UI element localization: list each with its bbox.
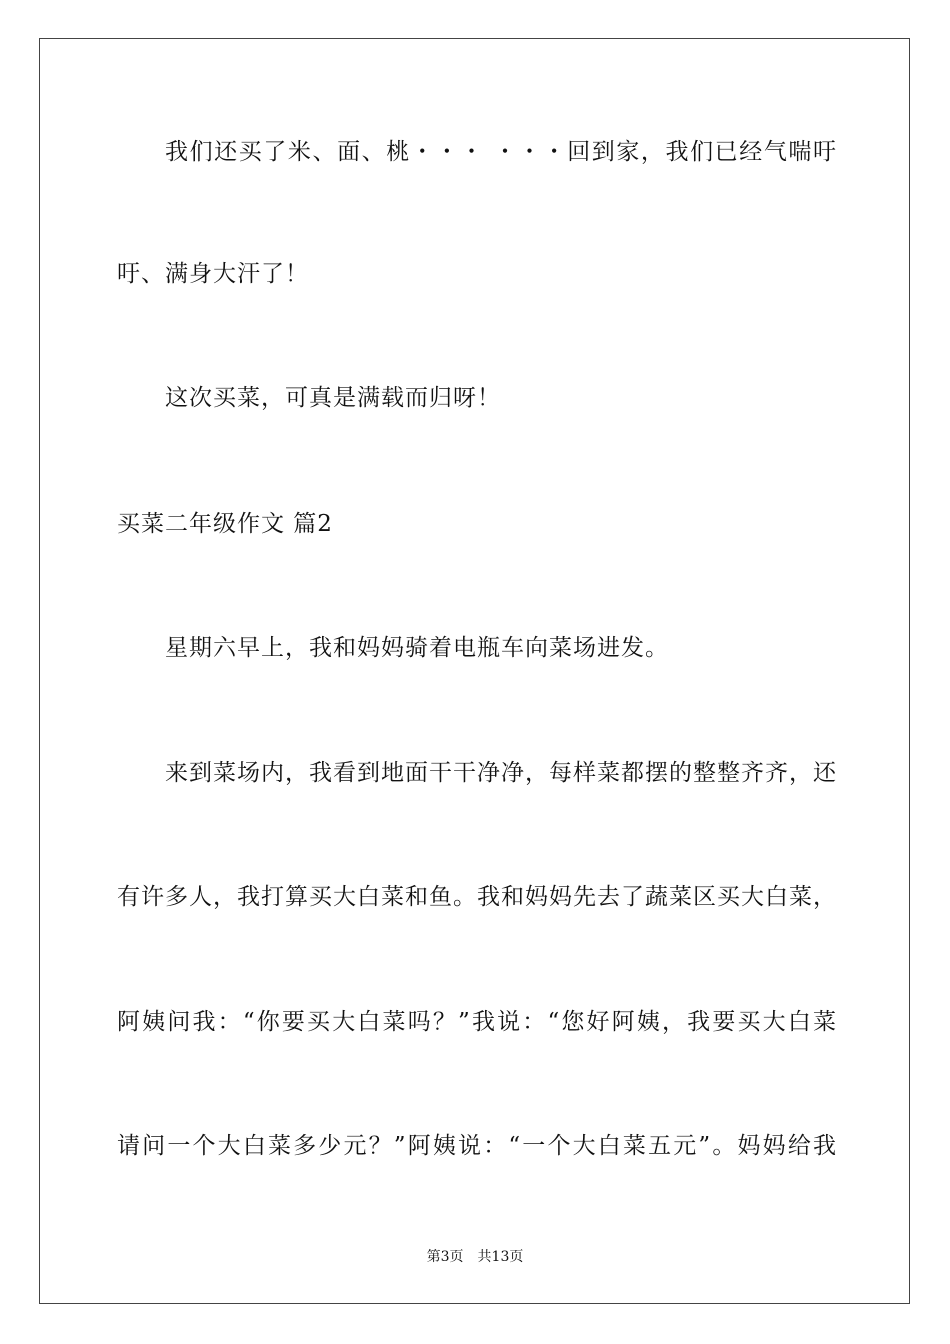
section-heading: 买菜二年级作文 篇2 — [117, 511, 333, 537]
paragraph-line: 吁、满身大汗了！ — [117, 261, 309, 287]
paragraph-line: 请问一个大白菜多少元？”阿姨说：“一个大白菜五元”。妈妈给我 — [117, 1133, 837, 1159]
paragraph-line: 有许多人，我打算买大白菜和鱼。我和妈妈先去了蔬菜区买大白菜， — [117, 884, 837, 910]
page-border — [39, 38, 910, 1304]
paragraph-line: 这次买菜，可真是满载而归呀！ — [165, 385, 501, 411]
paragraph-line: 来到菜场内，我看到地面干干净净，每样菜都摆的整整齐齐，还 — [165, 760, 837, 786]
paragraph-line: 阿姨问我：“你要买大白菜吗？”我说：“您好阿姨，我要买大白菜 — [117, 1009, 837, 1035]
page-number-footer: 第3页 共13页 — [426, 1249, 524, 1265]
paragraph-line: 我们还买了米、面、桃・・・ ・・・回到家，我们已经气喘吁 — [165, 139, 837, 165]
paragraph-line: 星期六早上，我和妈妈骑着电瓶车向菜场进发。 — [165, 635, 669, 661]
